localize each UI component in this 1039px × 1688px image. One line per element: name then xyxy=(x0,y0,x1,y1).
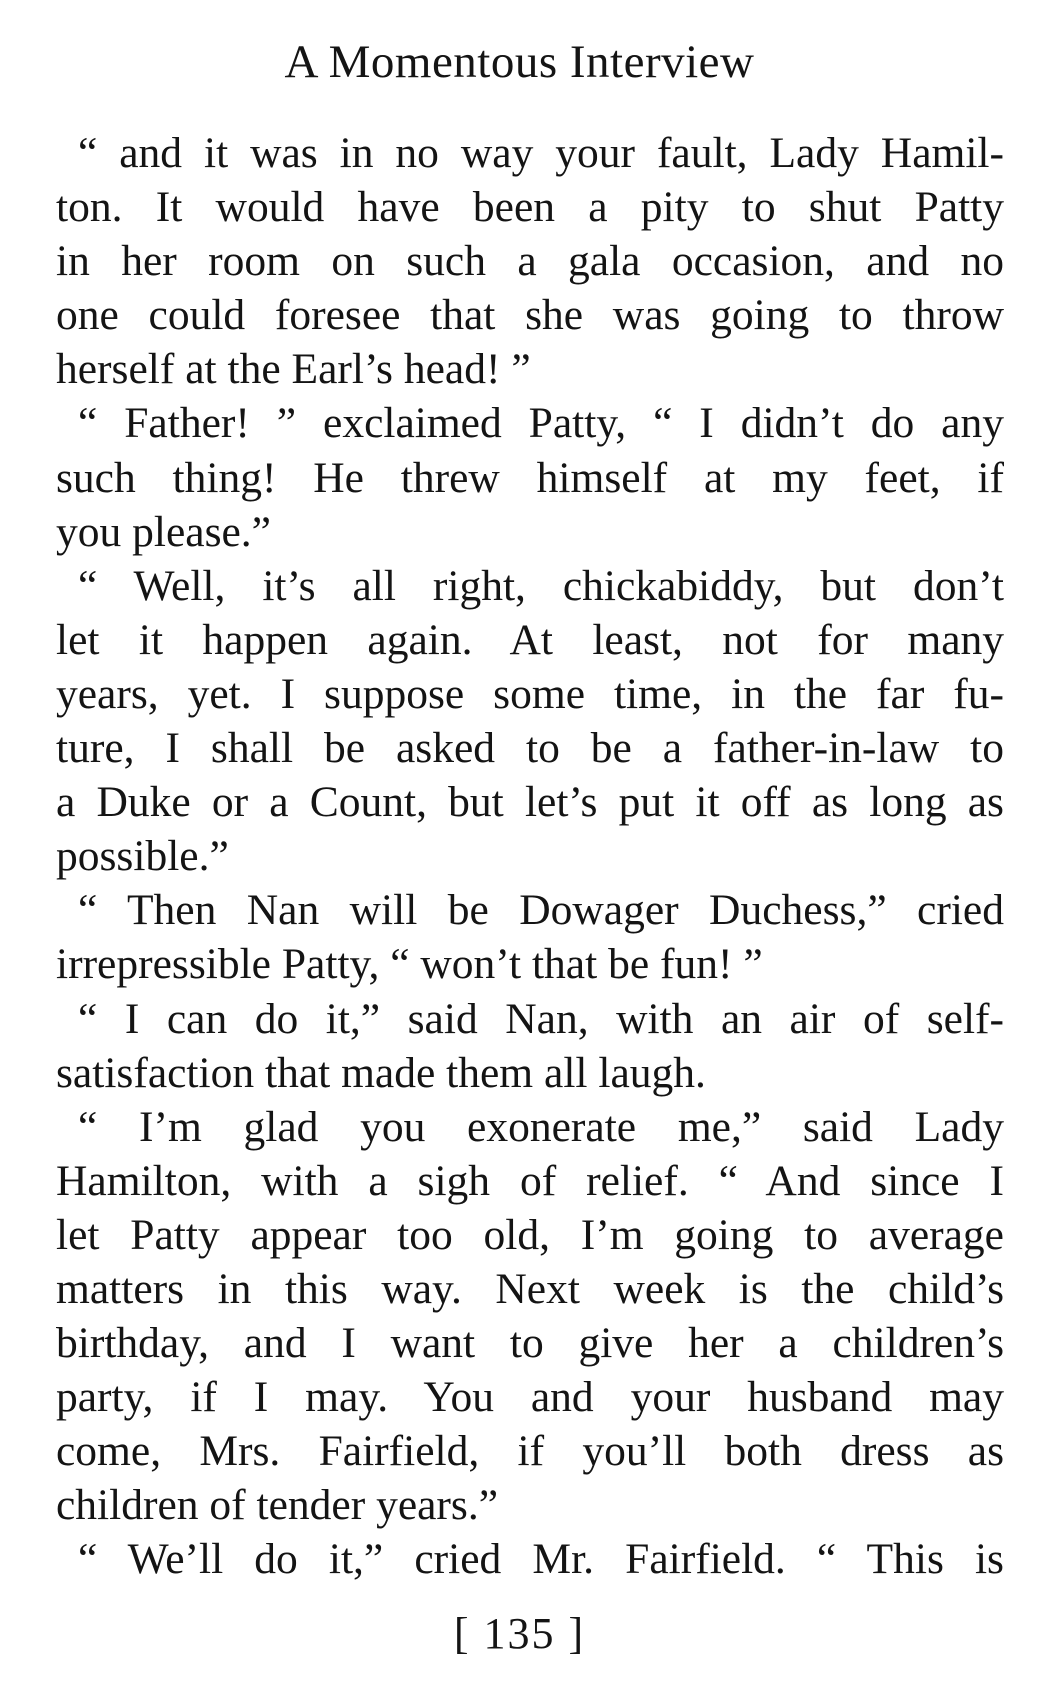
text-line: “ Well, it’s all right, chickabiddy, but don’t xyxy=(78,561,1004,610)
text-line: “ I’m glad you exonerate me,” said Lady xyxy=(78,1102,1004,1151)
text-line: possible.” xyxy=(56,832,229,881)
text-line: satisfaction that made them all laugh. xyxy=(56,1048,706,1097)
text-line: you please.” xyxy=(56,507,271,556)
text-line: “ Father! ” exclaimed Patty, “ I didn’t do any xyxy=(78,399,1004,448)
text-line: irrepressible Patty, “ won’t that be fun! ” xyxy=(56,940,763,989)
body-text xyxy=(56,126,1004,1587)
text-line: let Patty appear too old, I’m going to average xyxy=(56,1210,1004,1259)
running-head: A Momentous Interview xyxy=(284,36,755,88)
text-line: “ and it was in no way your fault, Lady Hamil- xyxy=(78,129,1004,177)
text-line: let it happen again. At least, not for many xyxy=(56,615,1004,664)
text-line: children of tender years.” xyxy=(56,1481,499,1530)
text-line: “ We’ll do it,” cried Mr. Fairfield. “ This is xyxy=(78,1535,1004,1584)
text-line: years, yet. I suppose some time, in the far fu- xyxy=(56,669,1004,718)
text-line: party, if I may. You and your husband may xyxy=(56,1373,1004,1422)
text-line: one could foresee that she was going to throw xyxy=(56,291,1004,340)
text-line: in her room on such a gala occasion, and no xyxy=(56,237,1004,286)
text-line: Hamilton, with a sigh of relief. “ And since I xyxy=(56,1156,1004,1205)
text-line: birthday, and I want to give her a children’s xyxy=(56,1319,1004,1368)
text-line: ture, I shall be asked to be a father-in-law to xyxy=(56,724,1004,773)
text-line: herself at the Earl’s head! ” xyxy=(56,345,531,394)
page-number: [ 135 ] xyxy=(453,1609,586,1658)
text-line: “ Then Nan will be Dowager Duchess,” cried xyxy=(78,886,1004,935)
text-line: ton. It would have been a pity to shut Patty xyxy=(56,183,1004,232)
text-line: come, Mrs. Fairfield, if you’ll both dress as xyxy=(56,1427,1004,1476)
text-line: a Duke or a Count, but let’s put it off as long as xyxy=(56,778,1004,827)
text-line: such thing! He threw himself at my feet, if xyxy=(56,453,1004,502)
text-line: “ I can do it,” said Nan, with an air of self- xyxy=(78,994,1004,1043)
text-line: matters in this way. Next week is the child’s xyxy=(56,1264,1004,1313)
